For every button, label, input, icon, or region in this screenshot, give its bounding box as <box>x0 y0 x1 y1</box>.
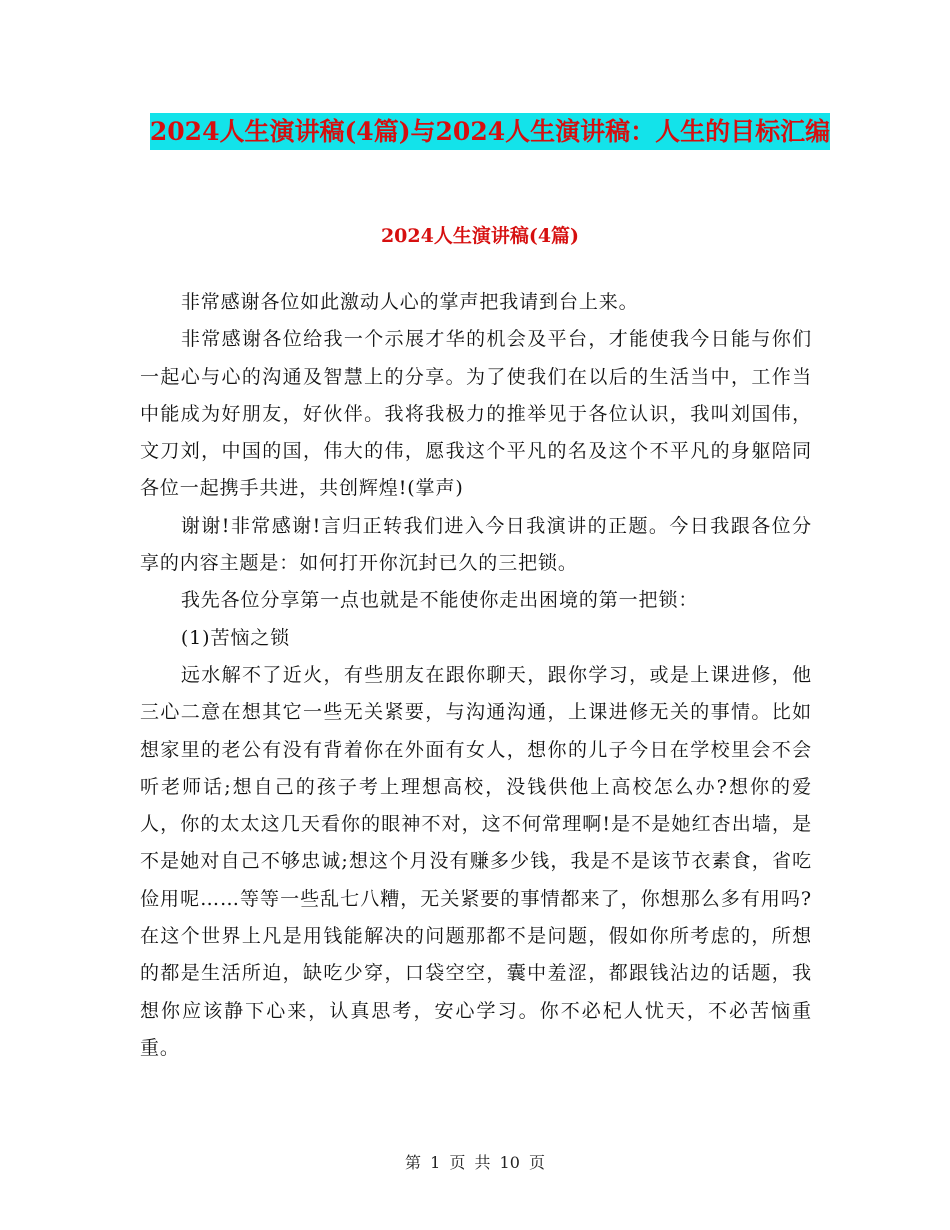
document-body <box>140 284 812 1067</box>
paragraph-2: 非常感谢各位给我一个示展才华的机会及平台，才能使我今日能与你们一起心与心的沟通及智慧上的分享。为了使我们在以后的生活当中，工作当中能成为好朋友，好伙伴。我将我极力的推举见于各位认识，我叫刘国伟，文刀刘，中国的国，伟大的伟，愿我这个平凡的名及这个不平凡的身躯陪同各位一起携手共进，共创辉煌!(掌声) <box>140 328 812 500</box>
paragraph-3: 谢谢!非常感谢!言归正转我们进入今日我演讲的正题。今日我跟各位分享的内容主题是：如何打开你沉封已久的三把锁。 <box>140 514 812 575</box>
page-footer: 第 1 页 共 10 页 <box>405 1153 545 1172</box>
paragraph-6: 远水解不了近火，有些朋友在跟你聊天，跟你学习，或是上课进修，他三心二意在想其它一些无关紧要，与沟通沟通，上课进修无关的事情。比如想家里的老公有没有背着你在外面有女人，想你的儿子今日在学校里会不会听老师话;想自己的孩子考上理想高校，没钱供他上高校怎么办?想你的爱人，你的太太这几天看你的眼神不对，这不何常理啊!是不是她红杏出墙，是不是她对自己不够忠诚;想这个月没有赚多少钱，我是不是该节衣素食，省吃俭用呢……等等一些乱七八糟，无关紧要的事情都来了，你想那么多有用吗?在这个世界上凡是用钱能解决的问题那都不是问题，假如你所考虑的，所想的都是生活所迫，缺吃少穿，口袋空空，囊中羞涩，都跟钱沾边的话题，我想你应该静下心来，认真思考，安心学习。你不必杞人忧天，不必苦恼重重。 <box>140 663 812 1059</box>
document-title <box>140 108 840 156</box>
document-title-text: 2024人生演讲稿(4篇)与2024人生演讲稿：人生的目标汇编 <box>150 113 830 150</box>
paragraph-1: 非常感谢各位如此激动人心的掌声把我请到台上来。 <box>180 291 639 313</box>
paragraph-5: (1)苦恼之锁 <box>180 626 291 649</box>
paragraph-4: 我先各位分享第一点也就是不能使你走出困境的第一把锁： <box>180 589 699 612</box>
section-title: 2024人生演讲稿(4篇) <box>380 225 580 247</box>
